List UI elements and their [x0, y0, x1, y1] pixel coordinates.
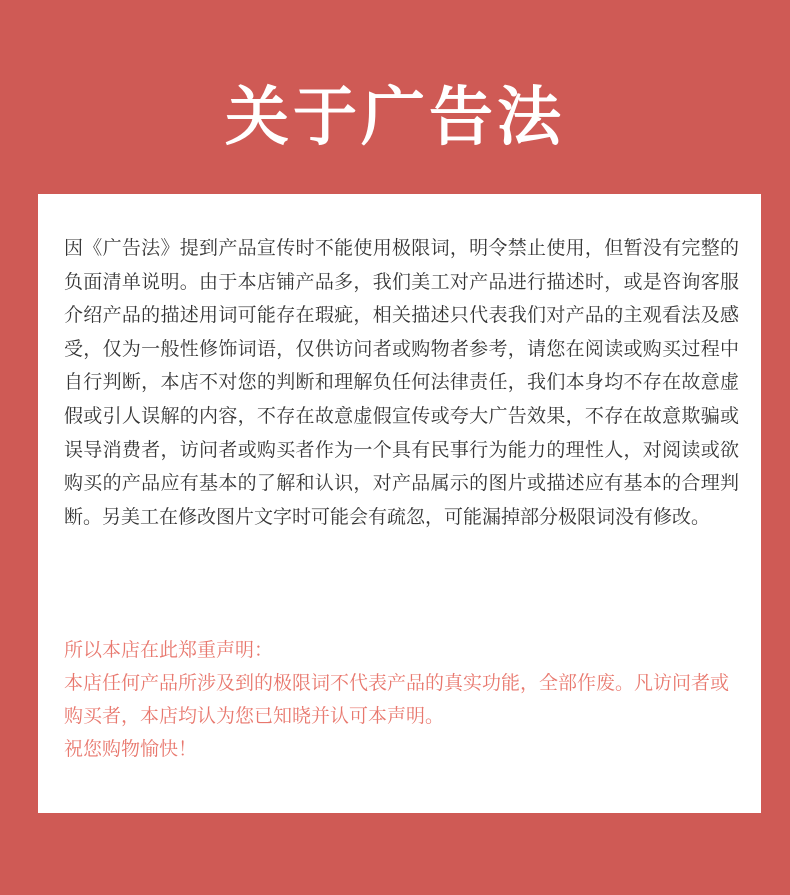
declaration-heading: 所以本店在此郑重声明： [64, 639, 274, 661]
notice-panel [38, 194, 761, 813]
disclaimer-text: 因《广告法》提到产品宣传时不能使用极限词，明令禁止使用，但暂没有完整的负面清单说明。由于本店铺产品多，我们美工对产品进行描述时，或是咨询客服介绍产品的描述用词可能存在瑕疵，相关描述只代表我们对产品的主观看法及感受，仅为一般性修饰词语，仅供访问者或购物者参考，请您在阅读或购买过程中自行判断，本店不对您的判断和理解负任何法律责任，我们本身均不存在故意虚假或引人误解的内容，不存在故意虚假宣传或夸大广告效果，不存在故意欺骗或误导消费者，访问者或购买者作为一个具有民事行为能力的理性人，对阅读或欲购买的产品应有基本的了解和认识，对产品属示的图片或描述应有基本的合理判断。另美工在修改图片文字时可能会有疏忽，可能漏掉部分极限词没有修改。 [64, 237, 739, 528]
page-title: 关于广告法 [225, 81, 565, 155]
closing-greeting: 祝您购物愉快！ [64, 738, 198, 760]
declaration-block [64, 634, 739, 766]
declaration-body: 本店任何产品所涉及到的极限词不代表产品的真实功能，全部作废。凡访问者或购买者，本店均认为您已知晓并认可本声明。 [64, 672, 730, 727]
